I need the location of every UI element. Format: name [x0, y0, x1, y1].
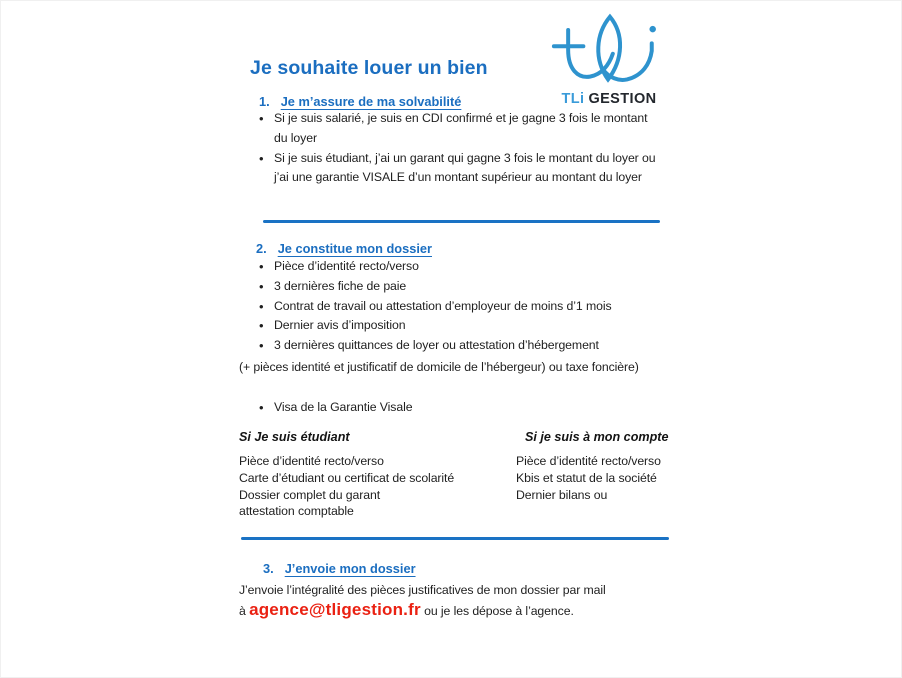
section2-heading: [256, 241, 432, 256]
visa-bullet-list: [259, 398, 691, 418]
section-divider: [241, 537, 669, 540]
logo-wordmark: [545, 91, 673, 107]
list-item: • Si je suis salarié, je suis en CDI confirmé et je gagne 3 fois le montant du loyer: [259, 109, 661, 149]
dossier-bullet-list: [259, 257, 691, 356]
list-item: Dossier complet du garant: [239, 487, 381, 502]
list-item: • Pièce d’identité recto/verso: [259, 257, 691, 277]
logo-brand-text: TLi: [561, 91, 585, 107]
list-item: attestation comptable: [239, 504, 354, 519]
section2-number: 2.: [256, 241, 267, 256]
section3-number: 3.: [263, 561, 274, 576]
agency-email-link[interactable]: agence@tligestion.fr: [249, 600, 421, 619]
email-prefix-text: à: [239, 604, 250, 618]
list-item: • 3 dernières fiche de paie: [259, 277, 691, 297]
self-employed-column-heading: Si je suis à mon compte: [525, 430, 669, 444]
page-title: Je souhaite louer un bien: [250, 57, 488, 80]
dossier-continuation-note: (+ pièces identité et justificatif de domicile de l’hébergeur) ou taxe foncière): [239, 360, 639, 374]
section1-number: 1.: [259, 94, 270, 109]
student-column-list: [239, 453, 454, 520]
list-item: Pièce d’identité recto/verso: [239, 454, 384, 468]
list-item: • Contrat de travail ou attestation d’employeur de moins d’1 mois: [259, 297, 691, 317]
list-item: • Visa de la Garantie Visale: [259, 398, 691, 418]
section-divider: [263, 220, 660, 223]
section3-heading: [263, 561, 416, 576]
send-dossier-text-line2: [239, 597, 574, 624]
list-item: Carte d’étudiant ou certificat de scolarité: [239, 470, 455, 485]
email-suffix-text: ou je les dépose à l’agence.: [420, 604, 574, 618]
logo-suffix-text: GESTION: [588, 91, 657, 107]
solvency-bullet-list: [259, 109, 661, 188]
self-employed-column-list: [516, 453, 661, 503]
list-item: Kbis et statut de la société: [516, 470, 657, 485]
student-column-heading: Si Je suis étudiant: [239, 430, 350, 444]
list-item: • Si je suis étudiant, j’ai un garant qui gagne 3 fois le montant du loyer ou j’ai une garantie VISALE d’un montant supérieur au montant du loyer: [259, 149, 661, 189]
list-item: Dernier bilans ou: [516, 487, 608, 502]
list-item: • Dernier avis d’imposition: [259, 316, 691, 336]
send-dossier-text-line1: J’envoie l’intégralité des pièces justificatives de mon dossier par mail: [239, 583, 606, 597]
list-item: • 3 dernières quittances de loyer ou attestation d’hébergement: [259, 336, 691, 356]
list-item: Pièce d’identité recto/verso: [516, 454, 661, 468]
company-logo: [545, 12, 673, 107]
section2-title: Je constitue mon dossier: [277, 241, 432, 256]
tli-logo-icon: [545, 12, 673, 88]
section1-heading: [259, 94, 461, 109]
section3-title: J’envoie mon dossier: [284, 561, 416, 576]
section1-title: Je m’assure de ma solvabilité: [280, 94, 462, 109]
